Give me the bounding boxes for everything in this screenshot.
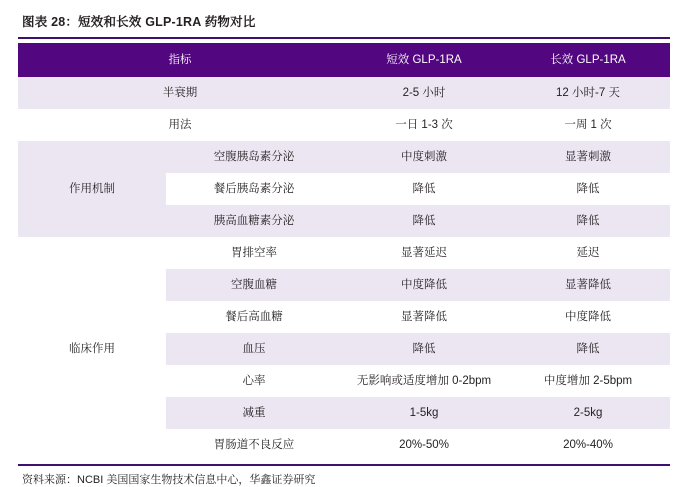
row-label: 空腹血糖 (166, 269, 342, 301)
row-label: 半衰期 (18, 77, 342, 109)
row-short-value: 无影响或适度增加 0-2bpm (342, 365, 506, 397)
row-short-value: 降低 (342, 333, 506, 365)
row-label: 空腹胰岛素分泌 (166, 141, 342, 173)
comparison-table (18, 43, 670, 461)
table-row (18, 141, 670, 173)
group-label-clinical: 临床作用 (18, 237, 166, 461)
row-short-value: 20%-50% (342, 429, 506, 461)
row-short-value: 降低 (342, 205, 506, 237)
row-label: 胰高血糖素分泌 (166, 205, 342, 237)
bottom-divider (18, 464, 670, 466)
row-long-value: 显著降低 (506, 269, 670, 301)
source-note: 资料来源：NCBI 美国国家生物技术信息中心，华鑫证券研究 (22, 474, 316, 486)
row-label: 餐后高血糖 (166, 301, 342, 333)
header-cell-indicator: 指标 (18, 43, 342, 77)
row-short-value: 中度降低 (342, 269, 506, 301)
row-long-value: 显著刺激 (506, 141, 670, 173)
row-short-value: 2-5 小时 (342, 77, 506, 109)
row-long-value: 降低 (506, 173, 670, 205)
table-row (18, 237, 670, 269)
figure-title: 图表 28：短效和长效 GLP-1RA 药物对比 (22, 15, 256, 29)
row-label: 心率 (166, 365, 342, 397)
table-row (18, 77, 670, 109)
header-cell-short-acting: 短效 GLP-1RA (342, 43, 506, 77)
top-divider (18, 37, 670, 39)
row-short-value: 显著降低 (342, 301, 506, 333)
row-label: 用法 (18, 109, 342, 141)
row-label: 餐后胰岛素分泌 (166, 173, 342, 205)
row-label: 胃肠道不良反应 (166, 429, 342, 461)
row-short-value: 降低 (342, 173, 506, 205)
row-short-value: 显著延迟 (342, 237, 506, 269)
row-long-value: 中度降低 (506, 301, 670, 333)
row-long-value: 20%-40% (506, 429, 670, 461)
row-short-value: 中度刺激 (342, 141, 506, 173)
header-row (18, 43, 670, 77)
row-long-value: 一周 1 次 (506, 109, 670, 141)
table-header (18, 43, 670, 77)
row-long-value: 中度增加 2-5bpm (506, 365, 670, 397)
row-label: 减重 (166, 397, 342, 429)
row-short-value: 一日 1-3 次 (342, 109, 506, 141)
row-long-value: 降低 (506, 205, 670, 237)
row-short-value: 1-5kg (342, 397, 506, 429)
table-row (18, 109, 670, 141)
group-label-mechanism: 作用机制 (18, 141, 166, 237)
table-body (18, 77, 670, 461)
row-long-value: 延迟 (506, 237, 670, 269)
row-label: 血压 (166, 333, 342, 365)
row-label: 胃排空率 (166, 237, 342, 269)
row-long-value: 降低 (506, 333, 670, 365)
row-long-value: 2-5kg (506, 397, 670, 429)
header-cell-long-acting: 长效 GLP-1RA (506, 43, 670, 77)
row-long-value: 12 小时-7 天 (506, 77, 670, 109)
